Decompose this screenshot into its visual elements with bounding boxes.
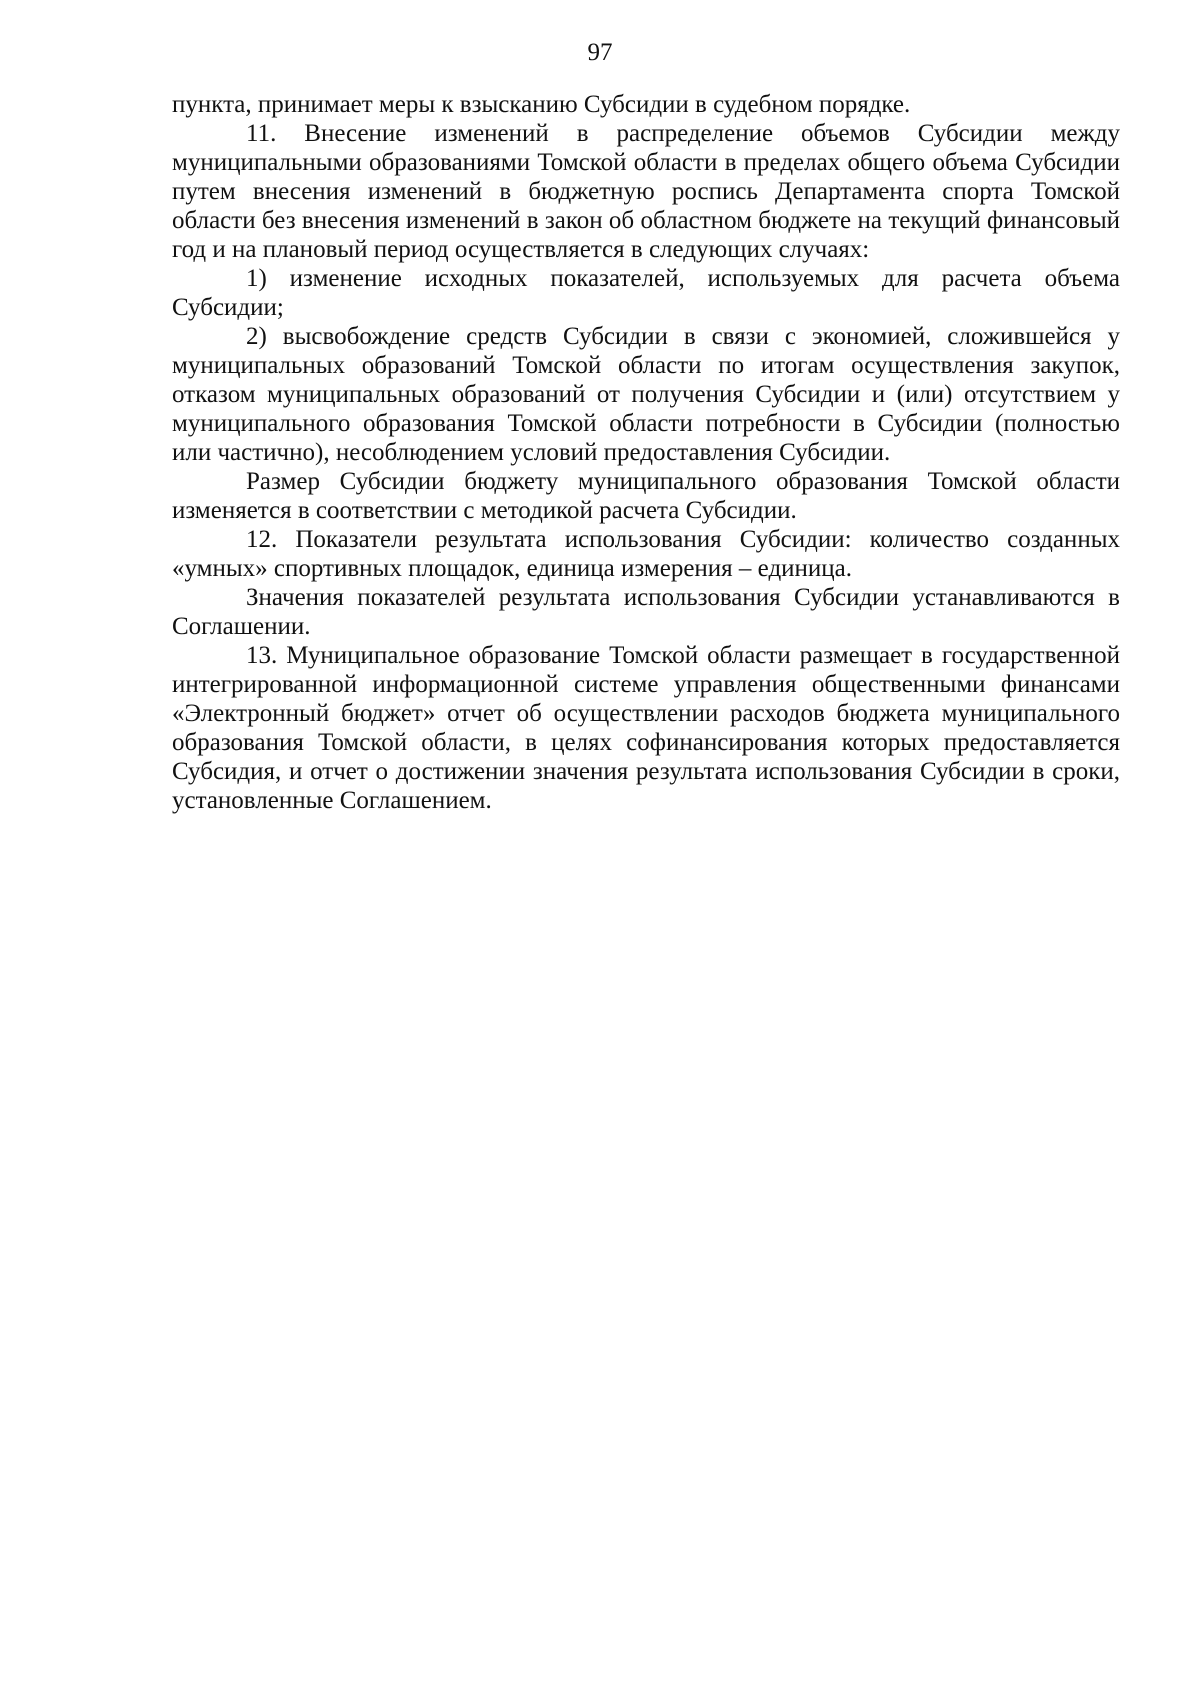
page-number: 97 <box>587 39 613 66</box>
paragraph-item-13: 13. Муниципальное образование Томской области размещает в государственной интегрированной информационной системе управления общественными финансами «Электронный бюджет» отчет об осуществлении расходов бюджета муниципального образования Томской области, в целях софинансирования которых предоставляется Субсидия, и отчет о достижении значения результата использования Субсидии в сроки, установленные Соглашением. <box>172 642 1120 814</box>
paragraph-indicator-values: Значения показателей результата использования Субсидии устанавливаются в Соглашении. <box>172 584 1120 640</box>
paragraph-continuation: пункта, принимает меры к взысканию Субсидии в судебном порядке. <box>172 91 911 118</box>
paragraph-subsidy-size: Размер Субсидии бюджету муниципального образования Томской области изменяется в соответствии с методикой расчета Субсидии. <box>172 468 1120 524</box>
paragraph-subitem-2: 2) высвобождение средств Субсидии в связи с экономией, сложившейся у муниципальных образований Томской области по итогам осуществления закупок, отказом муниципальных образований от получения Субсидии и (или) отсутствием у муниципального образования Томской области потребности в Субсидии (полностью или частично), несоблюдением условий предоставления Субсидии. <box>172 323 1120 466</box>
document-body <box>172 90 1120 815</box>
paragraph-item-12: 12. Показатели результата использования Субсидии: количество созданных «умных» спортивных площадок, единица измерения – единица. <box>172 526 1120 582</box>
paragraph-subitem-1: 1) изменение исходных показателей, используемых для расчета объема Субсидии; <box>172 265 1120 321</box>
paragraph-item-11: 11. Внесение изменений в распределение объемов Субсидии между муниципальными образованиями Томской области в пределах общего объема Субсидии путем внесения изменений в бюджетную роспись Департамента спорта Томской области без внесения изменений в закон об областном бюджете на текущий финансовый год и на плановый период осуществляется в следующих случаях: <box>172 120 1120 263</box>
